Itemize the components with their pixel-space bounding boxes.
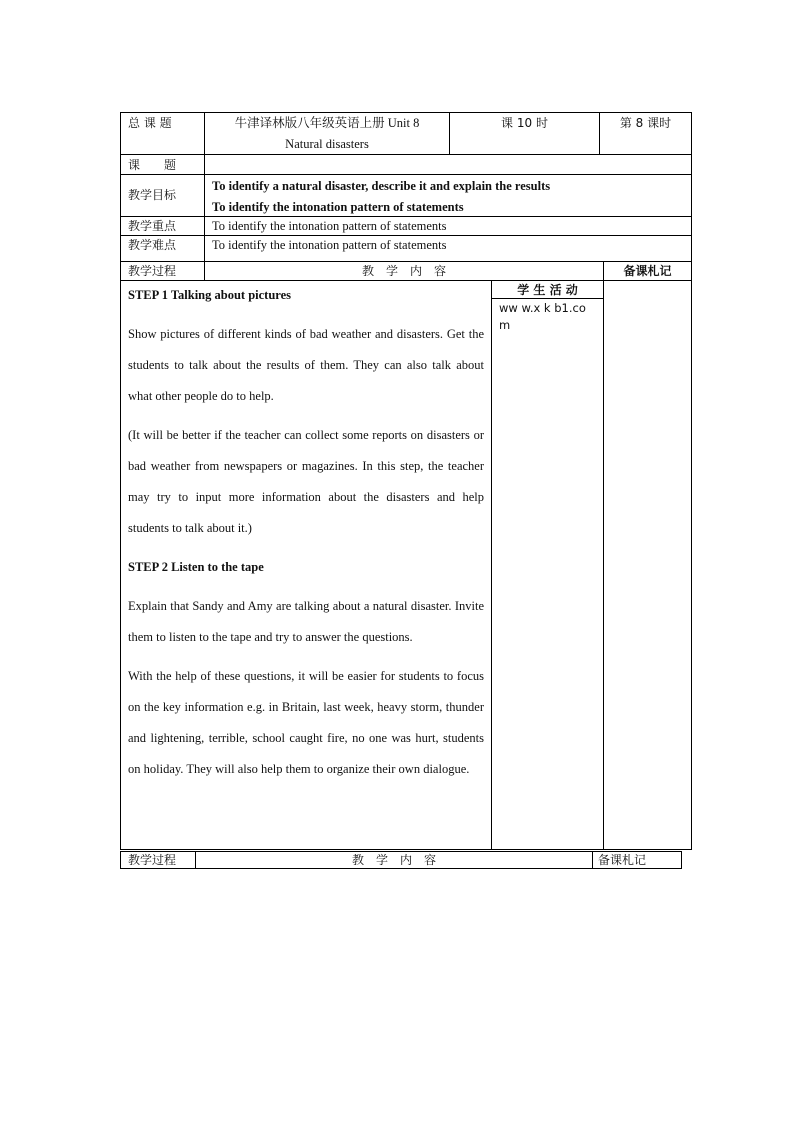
general-topic-title: 牛津译林版八年级英语上册 Unit 8: [234, 116, 420, 130]
content-header: 教 学 内 容: [361, 264, 446, 278]
objective-2: To identify the intonation pattern of statements: [212, 200, 464, 214]
content-body: [128, 280, 484, 785]
student-activity-header: 学 生 活 动: [517, 283, 578, 297]
table-border: [120, 174, 692, 175]
table-border: [120, 261, 692, 262]
footer-content-header: 教 学 内 容: [351, 853, 436, 867]
table-border: [592, 851, 593, 868]
objective-1: To identify a natural disaster, describe it and explain the results: [212, 179, 551, 193]
table-border: [120, 235, 692, 236]
table-border: [120, 849, 692, 850]
step2-paragraph-2: With the help of these questions, it will be easier for students to focus on the key information e.g. in Britain, last week, heavy storm, thunder and lightening, terrible, school caught fire, no one was hurt, students on holiday. They will also help them to organize their own dialogue.: [128, 669, 484, 776]
step1-paragraph-1: Show pictures of different kinds of bad weather and disasters. Get the students to talk about the results of them. They can also talk about what other people do to help.: [128, 327, 484, 403]
table-border: [491, 298, 603, 299]
period-number: 第 8 课时: [619, 116, 672, 130]
table-border: [120, 112, 121, 849]
table-border: [681, 851, 682, 868]
objectives-label: 教学目标: [128, 188, 177, 202]
notes-header: 备课札记: [623, 264, 672, 278]
difficulties-label: 教学难点: [128, 238, 177, 252]
key-points-label: 教学重点: [128, 219, 177, 233]
footer-notes-header: 备课札记: [598, 853, 647, 867]
student-activity-text: ww w.x k b1.co m: [499, 301, 586, 332]
difficulties-value: To identify the intonation pattern of statements: [212, 238, 447, 252]
process-label: 教学过程: [128, 264, 177, 278]
table-border: [691, 112, 692, 849]
topic-label: 课 题: [128, 158, 177, 172]
table-border: [120, 154, 692, 155]
table-border: [120, 112, 692, 113]
total-periods: 课 10 时: [501, 116, 548, 130]
general-topic-cell: [205, 115, 449, 152]
step1-paragraph-2: (It will be better if the teacher can collect some reports on disasters or bad weather from newspapers or magazines. In this step, the teacher may try to input more information about the disasters and help students to talk about it.): [128, 428, 484, 535]
table-border: [603, 261, 604, 849]
table-border: [491, 280, 492, 849]
step1-title: STEP 1 Talking about pictures: [128, 288, 292, 302]
table-border: [120, 216, 692, 217]
step2-title: STEP 2 Listen to the tape: [128, 560, 264, 574]
table-border: [120, 868, 682, 869]
general-topic-label: 总 课 题: [128, 116, 172, 130]
general-topic-subtitle: Natural disasters: [285, 137, 369, 151]
footer-process-label: 教学过程: [128, 853, 177, 867]
key-points-value: To identify the intonation pattern of statements: [212, 219, 447, 233]
step2-paragraph-1: Explain that Sandy and Amy are talking about a natural disaster. Invite them to listen to the tape and try to answer the questions.: [128, 599, 484, 644]
table-border: [120, 851, 121, 868]
